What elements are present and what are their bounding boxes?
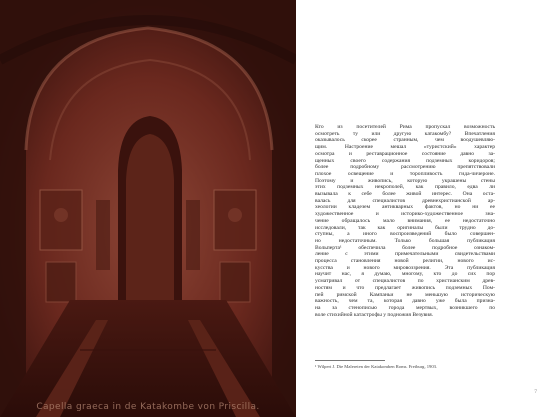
body-text-line: чение обращалось мало внимания, ее недостаточно: [315, 217, 495, 224]
body-text-line: хеологии кладезем антикварных фактов, но ни ее: [315, 204, 495, 211]
body-text-line: кусства и нового мировоззрения. Эта публикация: [315, 264, 495, 271]
body-text-line: ностям и что предлагает живопись подземных Пом-: [315, 284, 495, 291]
page-number: 7: [534, 389, 537, 395]
body-text-line: щим. Настроение мешал «туристский» характер: [315, 144, 495, 151]
body-text-line: процесса становления новой религии, нового ис-: [315, 258, 495, 265]
body-text-line: вызывала к себе более живой интерес. Она оста-: [315, 191, 495, 198]
body-text-line: но недостаточным. Только большая публикация: [315, 237, 495, 244]
footnote: ¹ Wilpert J. Die Malereien der Katakomben Roms. Freiburg, 1903.: [315, 364, 438, 369]
body-text-line: щенных своего содержания подземных коридоров;: [315, 157, 495, 164]
body-text-line: Вольперта¹ обеспечила более подробное ознаком-: [315, 244, 495, 251]
body-text-line: Кто из посетителей Рима пропускал возможность: [315, 124, 495, 130]
body-text-line: научит нас, я думаю, многому, кто до сих пор: [315, 271, 495, 278]
body-text-line: ступны, а иного воспроизведений было совершен-: [315, 231, 495, 238]
body-text-line: важность, чем та, которая давно уже была призна-: [315, 298, 495, 305]
illustration-caption: Capella graeca in de Katakombe von Priscilla.: [36, 402, 260, 412]
body-text-line: Поэтому и живопись, которую украшены стены: [315, 177, 495, 184]
body-text-line: этих подземных некрополей, как правило, едва ли: [315, 184, 495, 191]
body-text-line: плохое освещение и торопливость гида-чичероне.: [315, 170, 495, 177]
body-text-line: художественное и историко-художественное зна-: [315, 211, 495, 218]
body-text-line: исследовали, так как оригиналы были трудно до-: [315, 224, 495, 231]
body-text: [315, 124, 495, 318]
body-text-line: ление с этими примечательными свидетельствами: [315, 251, 495, 258]
footnote-divider: [315, 360, 385, 361]
body-text-line: валась для специалистов древнехристианской ар-: [315, 197, 495, 204]
body-text-line: воле стихийной катастрофы у подножия Везувия.: [315, 311, 434, 318]
body-text-line: осмотра и реставрационное состояние давно за-: [315, 150, 495, 157]
body-text-line: осмотреть ту или другую катакомбу? Впечатления: [315, 130, 495, 137]
body-text-line: пей римской Кампаньи не меньшую историческую: [315, 291, 495, 298]
body-text-line: усматривал от специалистов по христианским древ-: [315, 278, 495, 285]
body-text-line: на за стенописью города мертвых, возникшего по: [315, 304, 495, 311]
text-page: [296, 0, 550, 417]
body-text-line: оказывалось скорее странным, чем воодушевляю-: [315, 137, 495, 144]
body-text-line: более подробному рассмотрению препятствовали: [315, 164, 495, 171]
